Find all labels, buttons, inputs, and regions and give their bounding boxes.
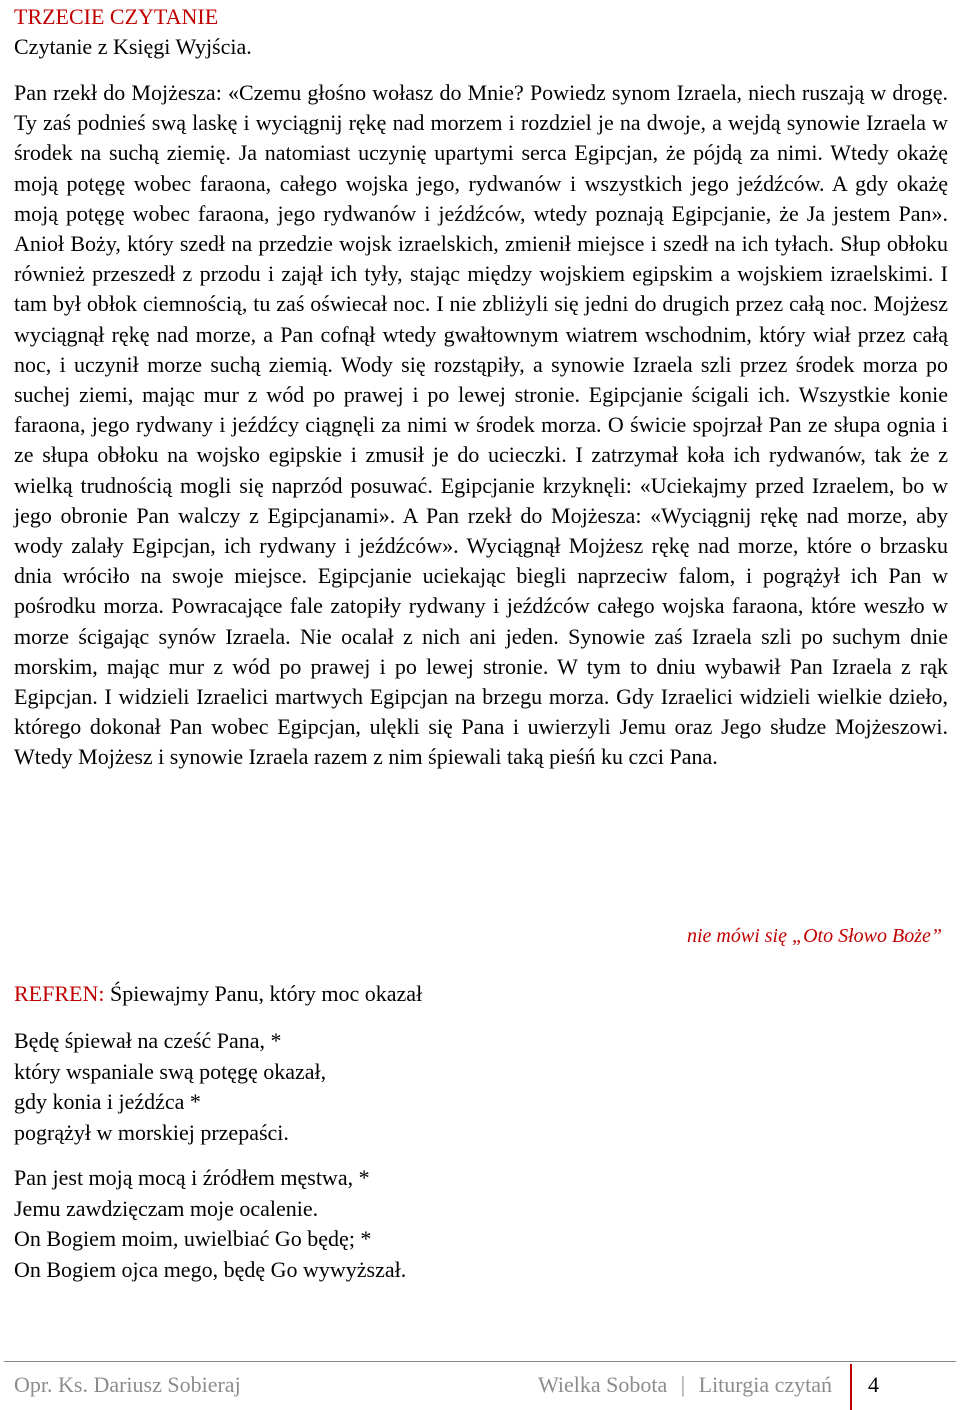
footer-title-part2: Liturgia czytań xyxy=(698,1372,832,1397)
reading-source: Czytanie z Księgi Wyjścia. xyxy=(14,34,252,59)
psalm-refrain xyxy=(14,980,422,1008)
refrain-text: Śpiewajmy Panu, który moc okazał xyxy=(109,981,423,1006)
stanza-line: który wspaniale swą potęgę okazał, xyxy=(14,1058,327,1084)
stanza-line: gdy konia i jeźdźca * xyxy=(14,1089,201,1114)
reading-heading: TRZECIE CZYTANIE xyxy=(14,4,219,29)
page-footer xyxy=(0,1362,960,1410)
closing-note: nie mówi się „Oto Słowo Boże” xyxy=(686,925,942,947)
footer-author: Opr. Ks. Dariusz Sobieraj xyxy=(14,1372,241,1397)
footer-title-part1: Wielka Sobota xyxy=(537,1372,668,1397)
refrain-label: REFREN: xyxy=(14,981,105,1006)
page-number: 4 xyxy=(868,1372,879,1397)
footer-title-separator: | xyxy=(680,1372,686,1397)
stanza-line: Jemu zawdzięczam moje ocalenie. xyxy=(14,1195,319,1221)
footer-red-divider xyxy=(850,1364,852,1410)
stanza-line: Będę śpiewał na cześć Pana, * xyxy=(14,1028,282,1053)
stanza-line: pogrążył w morskiej przepaści. xyxy=(14,1119,289,1145)
stanza-line: On Bogiem ojca mego, będę Go wywyższał. xyxy=(14,1256,407,1282)
psalm-stanza-2 xyxy=(14,1163,406,1285)
reading-body-text: Pan rzekł do Mojżesza: «Czemu głośno wołasz do Mnie? Powiedz synom Izraela, niech ruszają w drogę. Ty zaś podnieś swą laskę i wyciągnij rękę nad morzem i rozdziel je na dwoje, a wejdą synowie Izraela w środek na suchą ziemię. Ja natomiast uczynię upartymi serca Egipcjan, że pójdą za nimi. Wtedy okażę moją potęgę wobec faraona, całego wojska jego, rydwanów i wszystkich jego jeźdźców. A gdy okażę moją potęgę wobec faraona, jego rydwanów i jeźdźców, wtedy poznają Egipcjanie, że Ja jestem Pan». Anioł Boży, który szedł na przedzie wojsk izraelskich, zmienił miejsce i szedł na ich tyłach. Słup obłoku również przeszedł z przodu i zajął ich tyły, stając między wojskiem egipskim a wojskiem izraelskimi. I tam był obłok ciemnością, tu zaś oświecał noc. I nie zbliżyli się jedni do drugich przez całą noc. Mojżesz wyciągnął rękę nad morze, a Pan cofnął wtedy gwałtownym wiatrem wschodnim, który wiał przez całą noc, i uczynił morze suchą ziemią. Wody się rozstąpiły, a synowie Izraela szli przez środek morza po suchej ziemi, mając mur z wód po prawej i po lewej stronie. Egipcjanie ścigali ich. Wszystkie konie faraona, jego rydwany i jeźdźcy ciągnęli za nimi w środek morza. O świcie spojrzał Pan ze słupa ognia i ze słupa obłoku na wojsko egipskie i zmusił je do ucieczki. I zatrzymał koła ich rydwanów, tak że z wielką trudnością mogli się naprzód posuwać. Egipcjanie krzyknęli: «Uciekajmy przed Izraelem, bo w jego obronie Pan walczy z Egipcjanami». A Pan rzekł do Mojżesza: «Wyciągnij rękę nad morze, aby wody zalały Egipcjan, ich rydwany i jeźdźców». Wyciągnął Mojżesz rękę nad morze, które o brzasku dnia wróciło na swoje miejsce. Egipcjanie uciekając biegli naprzeciw falom, i pogrążył ich Pan w pośrodku morza. Powracające fale zatopiły rydwany i jeźdźców całego wojska faraona, które weszło w morze ścigając synów Izraela. Nie ocalał z nich ani jeden. Synowie zaś Izraela szli po suchym dnie morskim, mając mur z wód po prawej i po lewej stronie. W tym to dniu wybawił Pan Izraela z rąk Egipcjan. I widzieli Izraelici martwych Egipcjan na brzegu morza. Gdy Izraelici widzieli wielkie dzieło, którego dokonał Pan wobec Egipcjan, ulękli się Pana i uwierzyli Jemu oraz Jego słudze Mojżeszowi. Wtedy Mojżesz i synowie Izraela razem z nim śpiewali taką pieśń ku czci Pana. xyxy=(14,80,948,770)
stanza-line: Pan jest moją mocą i źródłem męstwa, * xyxy=(14,1165,370,1190)
footer-title xyxy=(538,1372,832,1398)
psalm-stanza-1 xyxy=(14,1026,326,1148)
stanza-line: On Bogiem moim, uwielbiać Go będę; * xyxy=(14,1226,372,1251)
